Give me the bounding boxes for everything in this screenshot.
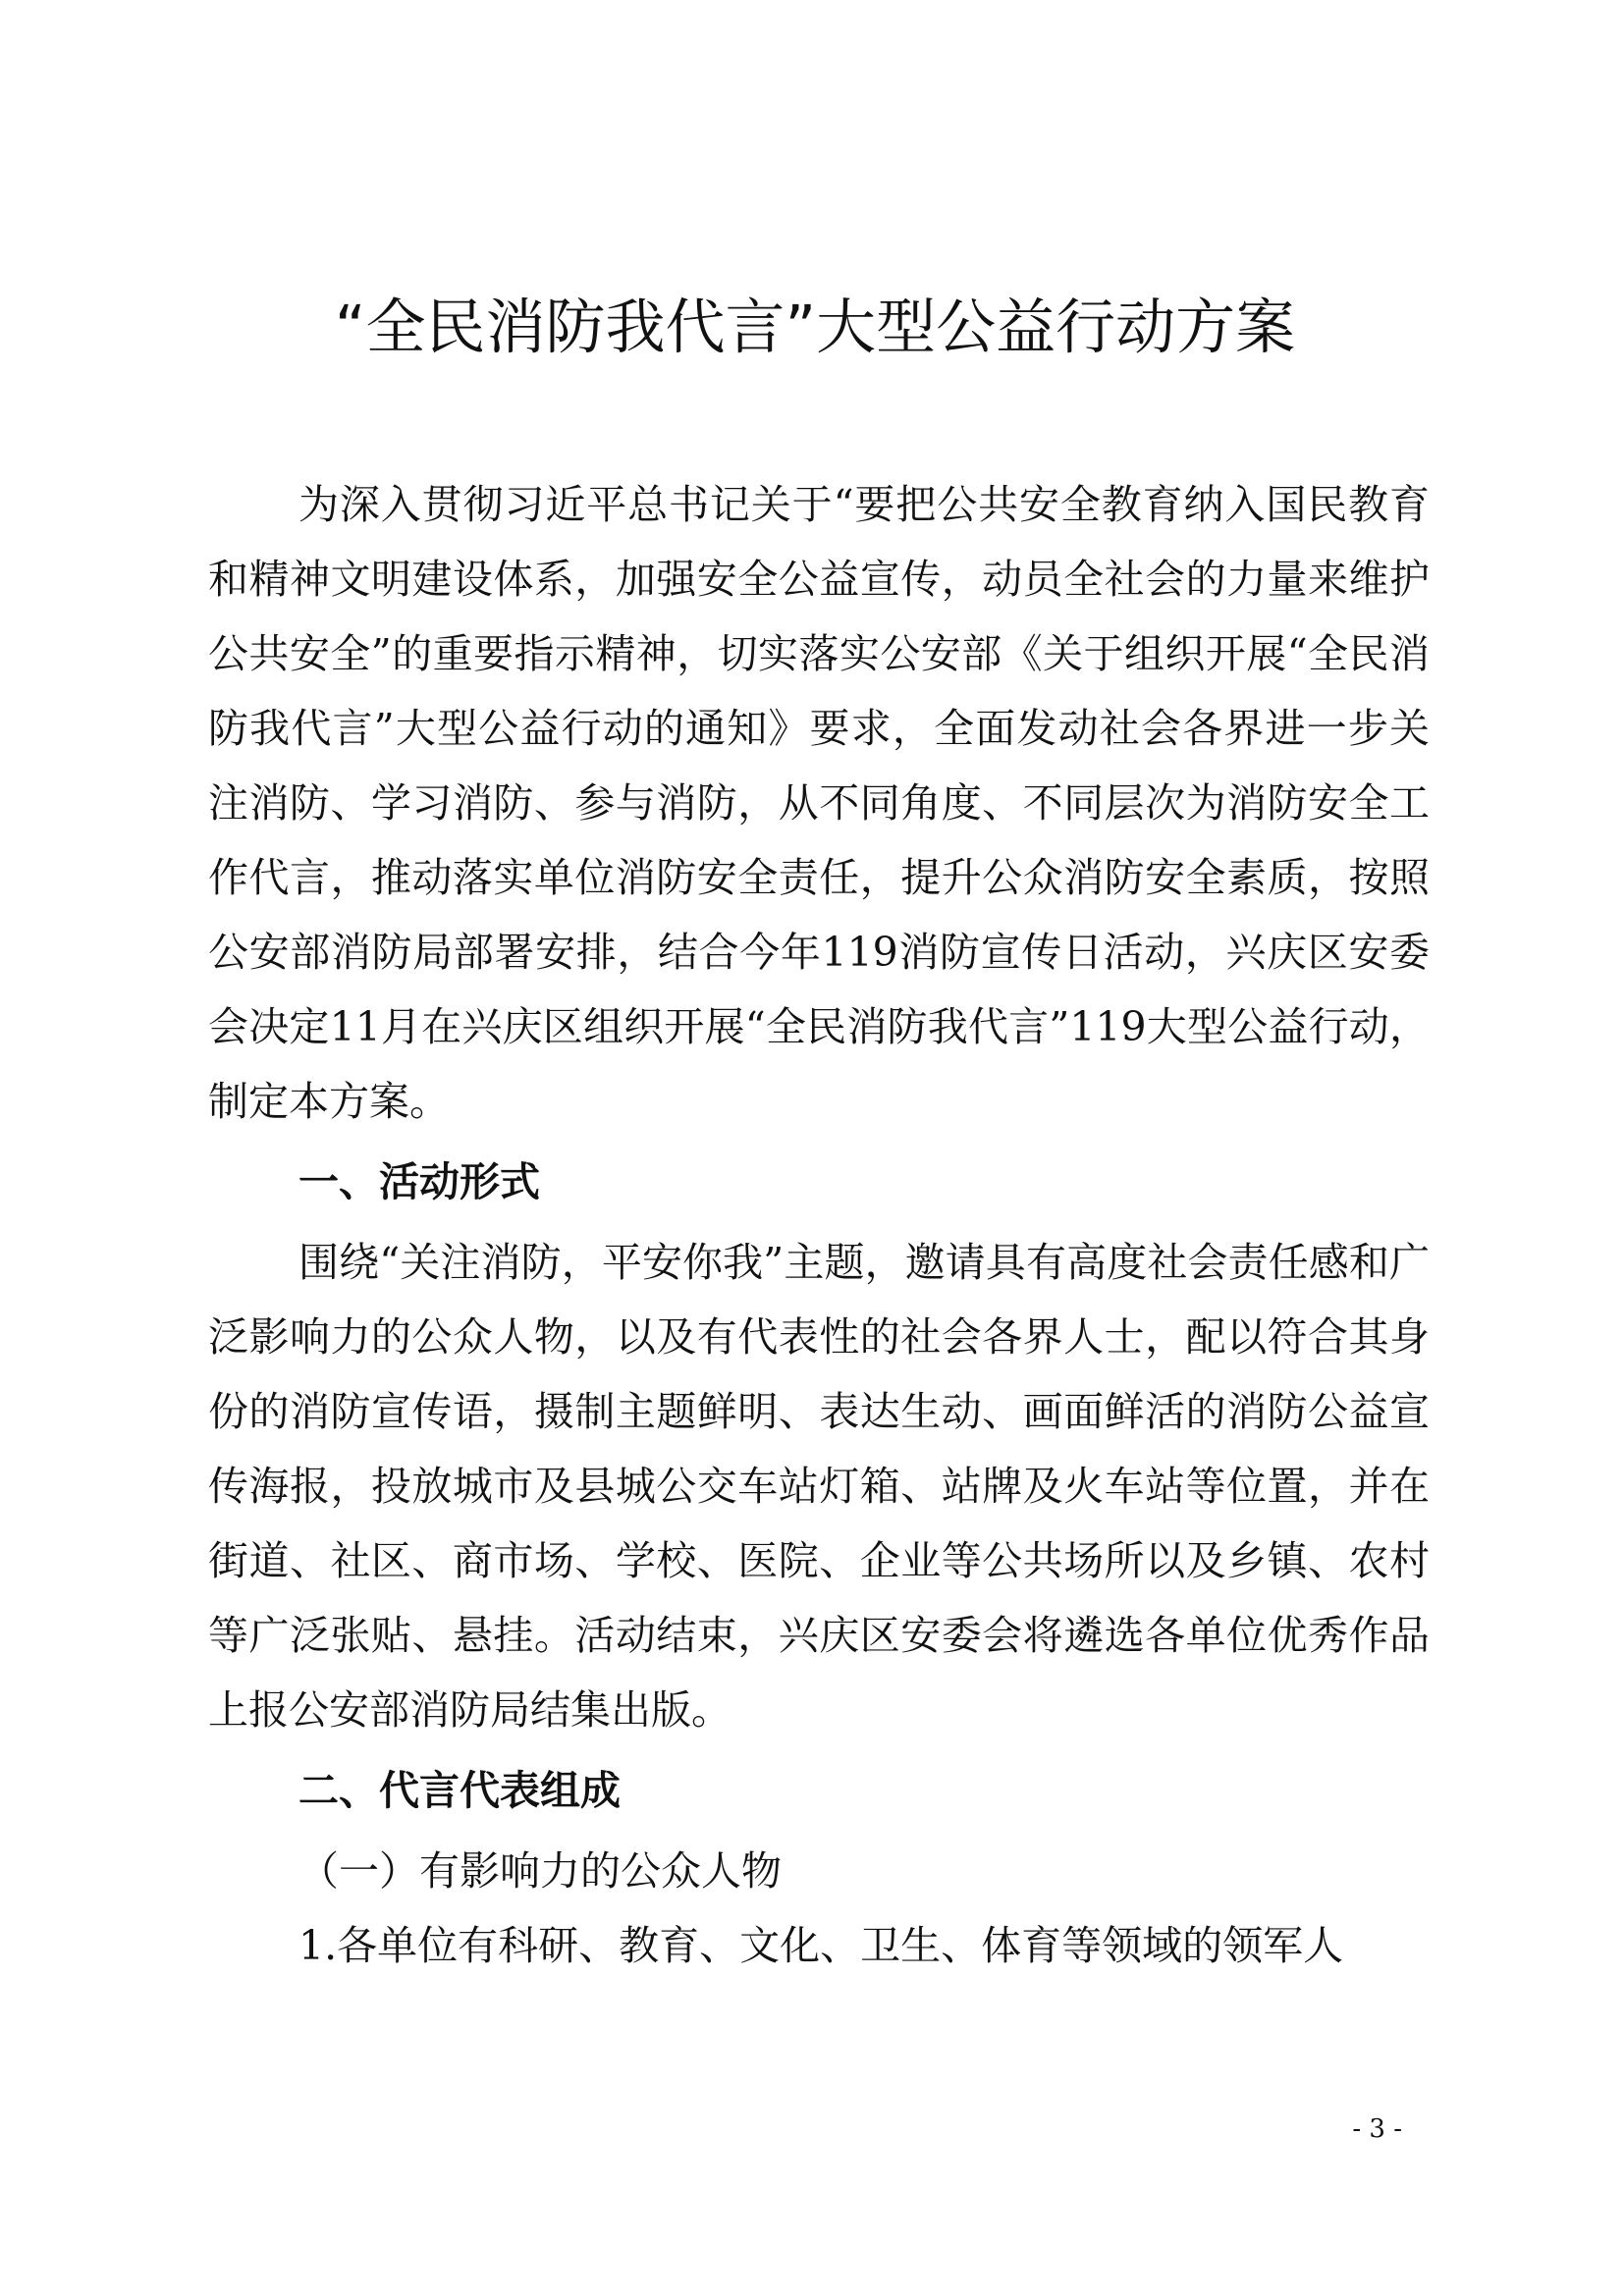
activity-form-paragraph: 围绕“关注消防，平安你我”主题，邀请具有高度社会责任感和广泛影响力的公众人物，以及有代表性的社会各界人士，配以符合其身份的消防宣传语，摄制主题鲜明、表达生动、画面鲜活的消防公益宣传海报，投放城市及县城公交车站灯箱、站牌及火车站等位置，并在街道、社区、商市场、学校、医院、企业等公共场所以及乡镇、农村等广泛张贴、悬挂。活动结束，兴庆区安委会将遴选各单位优秀作品上报公安部消防局结集出版。 — [208, 1239, 1430, 1734]
document-title: “全民消防我代言”大型公益行动方案 — [334, 293, 1296, 362]
section-heading-representatives: 二、代言代表组成 — [298, 1767, 621, 1814]
subsection-heading-public-figures: （一）有影响力的公众人物 — [298, 1847, 782, 1895]
intro-paragraph: 为深入贯彻习近平总书记关于“要把公共安全教育纳入国民教育和精神文明建设体系，加强安全公益宣传，动员全社会的力量来维护公共安全”的重要指示精神，切实落实公安部《关于组织开展“全民消防我代言”大型公益行动的通知》要求，全面发动社会各界进一步关注消防、学习消防、参与消防，从不同角度、不同层次为消防安全工作代言，推动落实单位消防安全责任，提升公众消防安全素质，按照公安部消防局部署安排，结合今年119消防宣传日活动，兴庆区安委会决定11月在兴庆区组织开展“全民消防我代言”119大型公益行动，制定本方案。 — [208, 481, 1430, 1125]
section-heading-activity-form: 一、活动形式 — [298, 1158, 540, 1205]
document-body — [208, 467, 1430, 1983]
page-number: - 3 - — [1352, 2114, 1402, 2144]
list-item-1: 1.各单位有科研、教育、文化、卫生、体育等领域的领军人 — [298, 1922, 1344, 1969]
